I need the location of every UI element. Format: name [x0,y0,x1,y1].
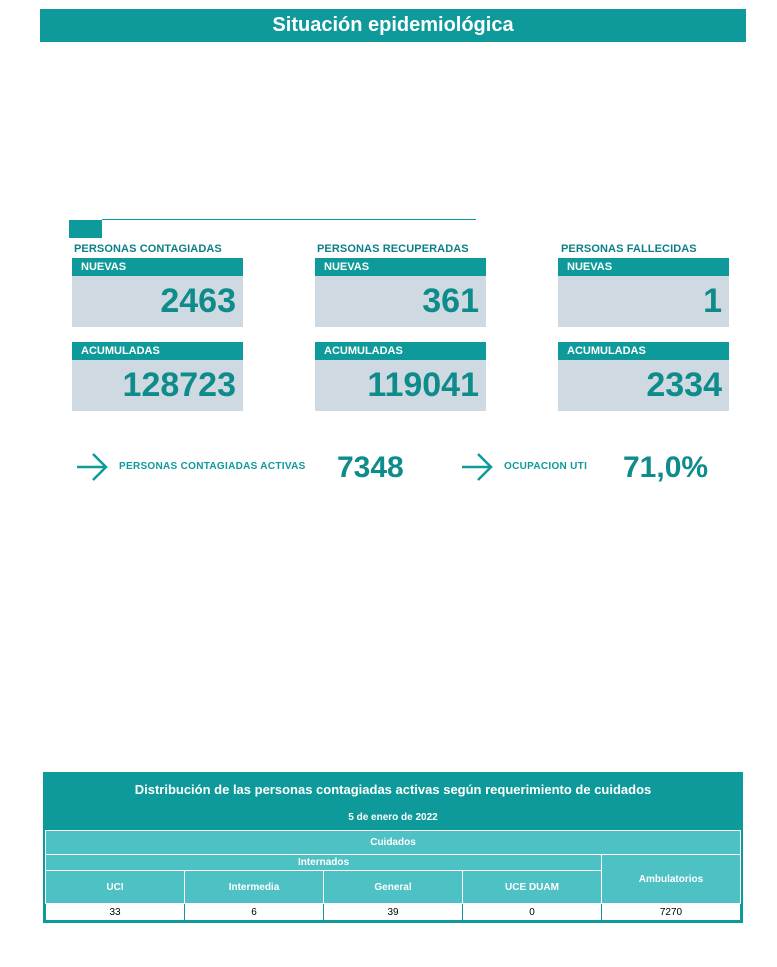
intermedia-value: 6 [185,904,324,921]
internados-header: Internados [46,855,602,871]
page-title: Situación epidemiológica [40,9,746,42]
recuperadas-acumuladas-value: 119041 [315,360,486,411]
general-header: General [324,871,463,904]
section-divider [102,219,476,220]
cuidados-header: Cuidados [46,831,741,855]
recuperadas-nuevas-label: NUEVAS [315,258,486,276]
uce-duam-header: UCE DUAM [463,871,602,904]
contagiadas-title: PERSONAS CONTAGIADAS [74,243,222,255]
contagiadas-acumuladas-label: ACUMULADAS [72,342,243,360]
fallecidas-nuevas-value: 1 [558,276,729,327]
recuperadas-nuevas-value: 361 [315,276,486,327]
section-tab-marker [69,220,102,238]
care-distribution-table [43,772,743,923]
uti-occupancy-label: OCUPACION UTI [504,461,588,472]
uce-duam-value: 0 [463,904,602,921]
distribution-grid [45,830,741,921]
distribution-title: Distribución de las personas contagiadas activas según requerimiento de cuidados [134,782,652,797]
uci-header: UCI [46,871,185,904]
ambulatorios-value: 7270 [602,904,741,921]
intermedia-header: Intermedia [185,871,324,904]
fallecidas-title: PERSONAS FALLECIDAS [561,243,697,255]
contagiadas-nuevas-label: NUEVAS [72,258,243,276]
fallecidas-nuevas-label: NUEVAS [558,258,729,276]
contagiadas-nuevas-value: 2463 [72,276,243,327]
contagiadas-acumuladas-value: 128723 [72,360,243,411]
recuperadas-title: PERSONAS RECUPERADAS [317,243,469,255]
ambulatorios-header: Ambulatorios [602,855,741,904]
active-cases-value: 7348 [337,451,404,484]
uci-value: 33 [46,904,185,921]
arrow-right-icon [460,452,494,482]
distribution-date: 5 de enero de 2022 [348,812,438,823]
uti-occupancy-value: 71,0% [623,451,709,484]
fallecidas-acumuladas-label: ACUMULADAS [558,342,729,360]
general-value: 39 [324,904,463,921]
arrow-right-icon [75,452,109,482]
active-cases-label: PERSONAS CONTAGIADAS ACTIVAS [119,461,306,472]
fallecidas-acumuladas-value: 2334 [558,360,729,411]
distribution-header [45,774,741,830]
recuperadas-acumuladas-label: ACUMULADAS [315,342,486,360]
